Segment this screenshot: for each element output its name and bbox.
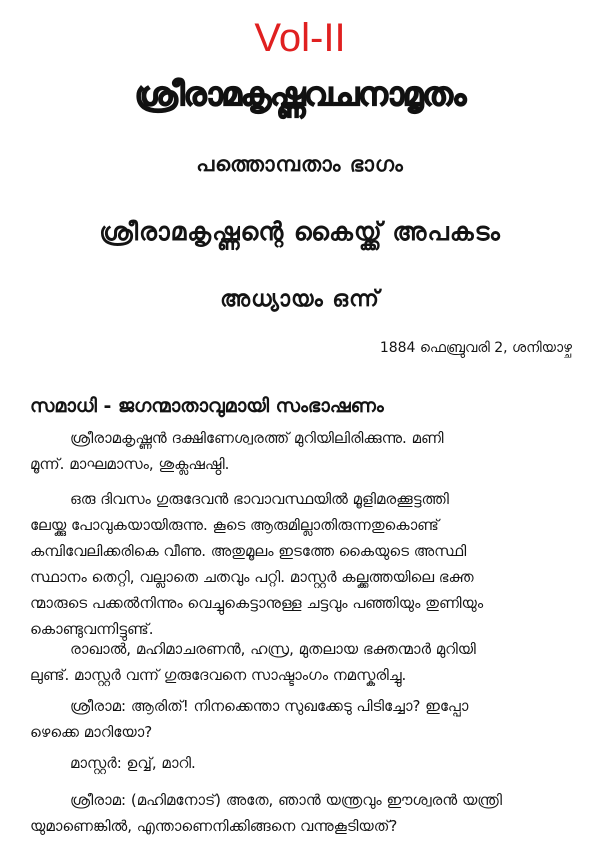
paragraph-3 (30, 636, 578, 688)
paragraph-line: കമ്പിവേലിക്കരികെ വീണു. അതുമൂലം ഇടത്തേ കൈയുടെ അസ്ഥി (30, 542, 467, 560)
paragraph-line: കൊണ്ടുവന്നിട്ടുണ്ട്. (30, 620, 154, 638)
paragraph-5 (30, 750, 578, 776)
paragraph-line: ശ്രീരാമ: (മഹിമനോട്) അതേ, ഞാൻ യന്ത്രവും ഈശ്വരൻ യന്ത്രി (70, 791, 502, 809)
paragraph-line: സ്ഥാനം തെറ്റി, വല്ലാതെ ചതവും പറ്റി. മാസ്റ്റർ കല്ക്കത്തയിലെ ഭക്ത (30, 568, 474, 586)
paragraph-line: രാഖാൽ, മഹിമാചരണൻ, ഹസ്ര, മുതലായ ഭക്തന്മാർ മുറിയി (70, 640, 476, 658)
paragraph-4 (30, 693, 578, 745)
paragraph-line: ലേയ്ക്കു പോവുകയായിരുന്നു. കൂടെ ആരുമില്ലാതിരുന്നതുകൊണ്ട് (30, 516, 439, 534)
book-title: ശ്രീരാമകൃഷ്ണവചനാമൃതം (134, 75, 466, 113)
paragraph-line: യുമാണെങ്കിൽ, എന്താണെനിക്കിങ്ങനെ വന്നുകൂടിയത്? (30, 817, 398, 835)
section-heading: സമാധി - ജഗന്മാതാവുമായി സംഭാഷണം (30, 395, 384, 417)
date-line: 1884 ഫെബ്രുവരി 2, ശനിയാഴ്ച (379, 340, 572, 356)
paragraph-6 (30, 787, 578, 839)
paragraph-line: ശ്രീരാമകൃഷ്ണൻ ദക്ഷിണേശ്വരത്ത് മുറിയിലിരിക്കുന്നു. മണി (70, 429, 444, 447)
paragraph-line: ശ്രീരാമ: ആരിത്! നിനക്കെന്താ സുഖക്കേടു പിടിച്ചോ? ഇപ്പോ (70, 697, 469, 715)
paragraph-1 (30, 425, 578, 477)
chapter-subtitle: ശ്രീരാമകൃഷ്ണന്റെ കൈയ്ക്ക് അപകടം (99, 217, 501, 246)
paragraph-line: ലുണ്ട്. മാസ്റ്റർ വന്ന് ഗുരുദേവനെ സാഷ്ടാംഗം നമസ്കരിച്ചു. (30, 666, 407, 684)
paragraph-line: ന്മാരുടെ പക്കൽനിന്നും വെച്ചുകെട്ടാനുള്ള ചട്ടവും പഞ്ഞിയും തുണിയും (30, 594, 484, 612)
paragraph-line: ഴെക്കെ മാറിയോ? (30, 723, 153, 741)
part-title: പത്തൊമ്പതാം ഭാഗം (196, 152, 404, 176)
paragraph-line: ഒരു ദിവസം ഗുരുദേവൻ ഭാവാവസ്ഥയിൽ മൂളിമരക്കൂട്ടത്തി (70, 490, 449, 508)
paragraph-2 (30, 486, 578, 642)
paragraph-line: മാസ്റ്റർ: ഉവ്വ്, മാറി. (70, 754, 196, 772)
chapter-title: അധ്യായം ഒന്ന് (220, 287, 380, 312)
paragraph-line: മൂന്ന്. മാഘമാസം, ശുക്ലഷഷ്ഠി. (30, 455, 230, 473)
volume-label: Vol-II (254, 16, 346, 60)
